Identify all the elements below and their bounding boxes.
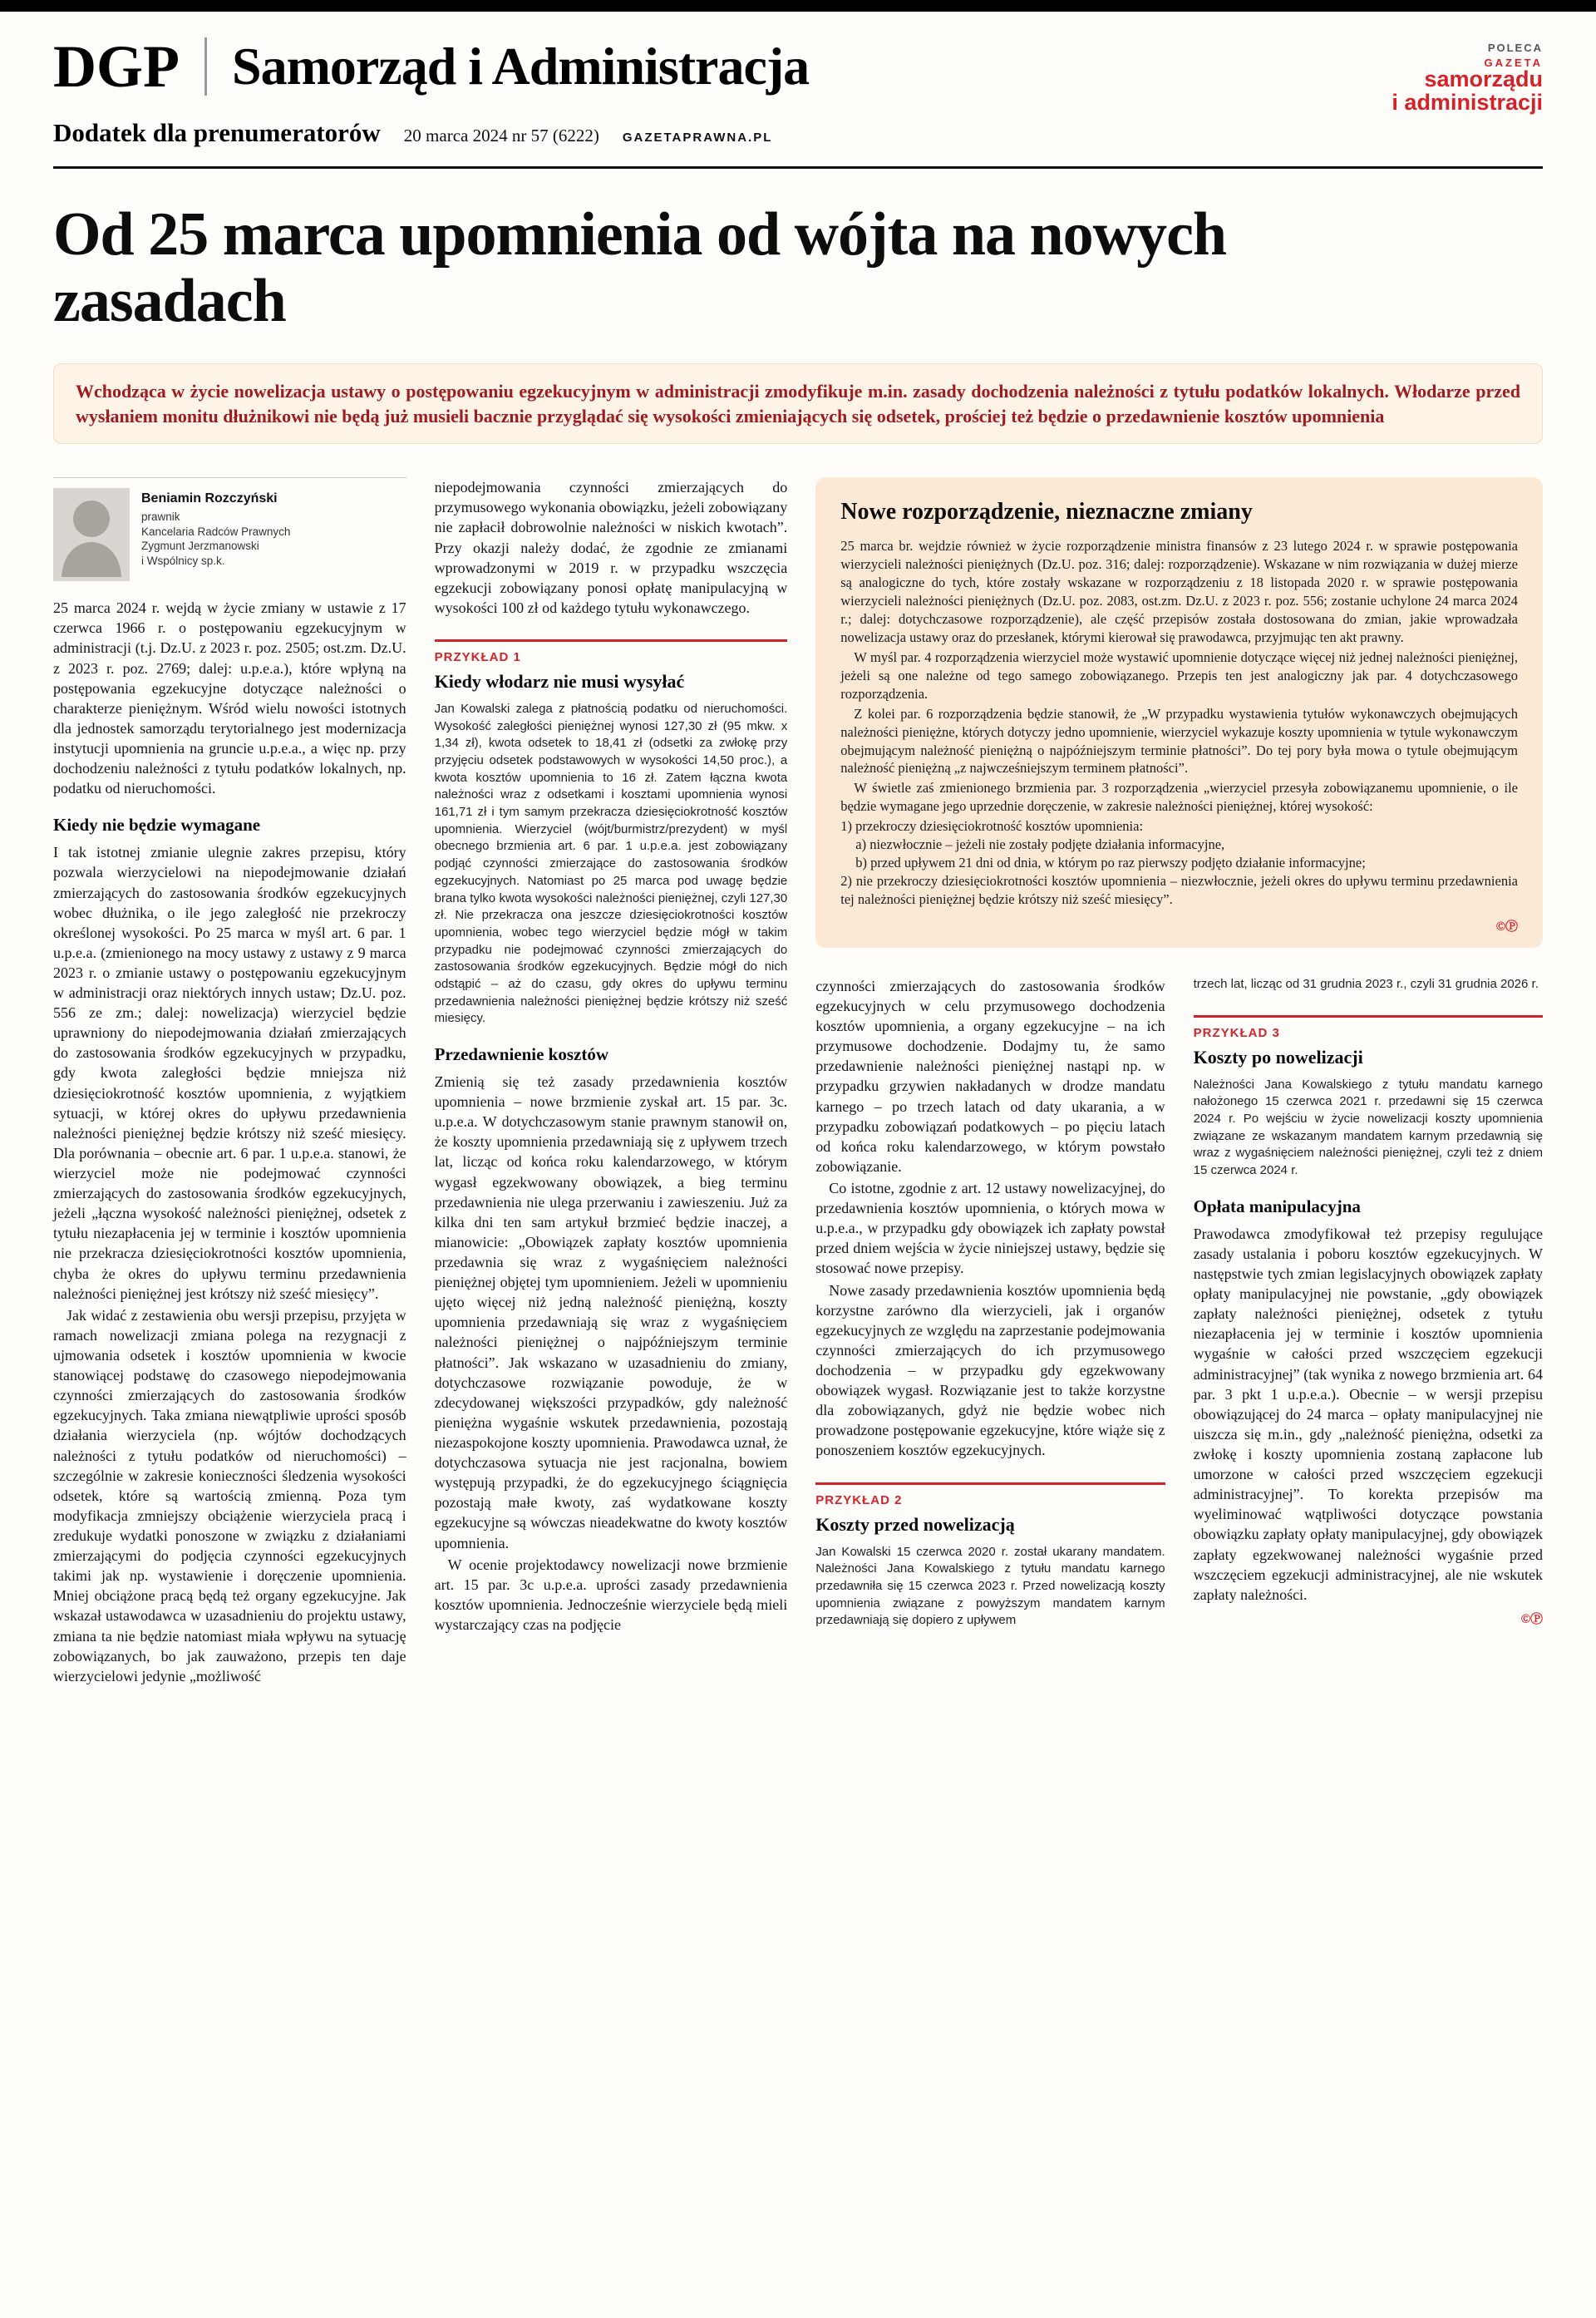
example-2-label: PRZYKŁAD 2	[815, 1492, 903, 1507]
body-paragraph: Co istotne, zgodnie z art. 12 ustawy nowelizacyjnej, do przedawnienia kosztów upomnienia, o których mowa w u.p.e.a., w przypadku gdy obowiązek ich zapłaty powstał przed dniem wejścia w życie niniejszej ustawy, będzie się stosować nowe przepisy.	[815, 1180, 1165, 1277]
author-role: prawnik	[141, 510, 180, 524]
masthead-subrow	[53, 118, 809, 148]
copyright-icon: ©Ⓟ	[1495, 919, 1518, 934]
page-title: Od 25 marca upomnienia od wójta na nowych zasadach	[53, 200, 1227, 335]
body-paragraph: I tak istotnej zmianie ulegnie zakres przepisu, który pozwala wierzycielowi na niepodejmowanie działań zmierzających do zastosowania środków egzekucyjnych wobec dłużnika, o ile jego zaległość nie przekroczy określonej wysokości. Po 25 marca w myśl art. 6 par. 1 u.p.e.a. (zmienionego na mocy ustawy z ustawy z 9 marca 2023 r. o zmianie ustawy o postępowaniu egzekucyjnym w administracji oraz niektórych innych ustaw; Dz.U. poz. 556 ze zm.; dalej: nowelizacja) wierzyciel będzie uprawniony do niepodejmowania działań zmierzających do zastosowania środków egzekucyjnych w przypadku, gdy kwota zaległości będzie mniejsza niż dziesięciokrotność kosztów upomnienia, z wyjątkiem sytuacji, w której okres do upływu przedawnienia należności pieniężnej będzie krótszy niż sześć miesięcy. Dla porównania – obecnie art. 6 par. 1 u.p.e.a. stanowi, że wierzyciel może nie podejmować czynności zmierzających do zastosowania środków egzekucyjnych, jeżeli „łączna wysokość należności pieniężnej, odsetek z tytułu niezapłacenia jej w terminie i kosztów upomnienia nie przekracza dziesięciokrotności kosztów upomnienia, chyba że okres do upływu terminu przedawnienia należności pieniężnej jest krótszy niż sześć miesięcy”.	[53, 844, 406, 1302]
body-paragraph: W ocenie projektodawcy nowelizacji nowe brzmienie art. 15 par. 3c u.p.e.a. uprości zasady przedawnienia kosztów upomnienia. Jednocześnie wierzyciele będą mieli wystarczający czas na podjęcie	[434, 1556, 788, 1633]
list-item: 2) nie przekroczy dziesięciokrotności kosztów upomnienia – niezwłocznie, jeżeli okres do upływu terminu przedawnienia tej należności pieniężnej będzie krótszy niż sześć miesięcy”.	[840, 873, 1518, 907]
author-meta	[141, 488, 290, 568]
list-item: a) niezwłocznie – jeżeli nie zostały podjęte działania informacyjne,	[855, 836, 1225, 853]
example-3	[1194, 1015, 1543, 1180]
body-paragraph: Zmienią się też zasady przedawnienia kosztów upomnienia – nowe brzmienie zyskał art. 15 par. 3c. u.p.e.a. W dotychczasowym stanie prawnym stanowił on, że koszty upomnienia przedawniają się z upływem trzech lat, licząc od końca roku kalendarzowego, w którym wygasł egzekwowany obowiązek, a bieg terminu przedawnienia nie ulega przerwaniu i zawieszeniu. Już za kilka dni ten sam artykuł brzmieć będzie inaczej, a mianowicie: „Obowiązek zapłaty kosztów upomnienia przedawnia się wraz z wygaśnięciem należności pieniężnej objętej tym upomnieniem. Jeżeli w upomnieniu ujęto więcej niż jedną należność pieniężną, koszty upomnienia przedawniają się wraz z wygaśnięciem należności pieniężnej o najpóźniejszym terminie płatności”. Jak wskazano w uzasadnieniu do zmiany, dotychczasowe rozwiązanie powoduje, że w zdecydowanej większości przypadków, gdy należność pieniężna wygaśnie wskutek przedawnienia, pozostają niezaspokojone koszty upomnienia. Prawodawca uznał, że dotychczasowa sytuacja nie jest racjonalna, bowiem występują przypadki, że do egzekucyjnego ściągnięcia pozostają małe kwoty, zaś wydatkowane koszty egzekucyjne są wówczas nieadekwatne do kwoty kosztów upomnienia.	[434, 1073, 788, 1551]
column-1	[53, 477, 406, 1686]
masthead-left	[53, 33, 810, 148]
regulation-info-box	[815, 477, 1543, 948]
column-2	[435, 477, 788, 1686]
dgp-logo: DGP	[53, 33, 180, 100]
example-2-title: Koszty przed nowelizacją	[815, 1513, 1015, 1535]
info-box-paragraph: W świetle zaś zmienionego brzmienia par. 3 rozporządzenia „wierzyciel przesyła zobowiązanemu upomnienie, o ile będzie wymagane jego uprzednie doręczenie, w zakresie należności pieniężnej, której wysokość:	[840, 780, 1518, 815]
masthead-right	[1392, 37, 1543, 114]
body-paragraph: czynności zmierzających do zastosowania środków egzekucyjnych w celu przymusowego dochodzenia kosztów upomnienia, a organy egzekucyjne – na ich przymusowe dochodzenie. Dodajmy tu, że samo przedawnienie należności pieniężnej nastąpi np. w przypadku grzywien nakładanych w drodze mandatu karnego – po trzech latach od daty ukarania, a w przypadku zobowiązań podatkowych – po pięciu latach od końca roku kalendarzowego, w którym powstało zobowiązanie.	[815, 977, 1165, 1175]
example-1-title: Kiedy włodarz nie musi wysyłać	[434, 670, 685, 692]
example-3-title: Koszty po nowelizacji	[1193, 1046, 1363, 1068]
subscriber-note: Dodatek dla prenumeratorów	[53, 118, 381, 147]
example-2-body: Jan Kowalski 15 czerwca 2020 r. został ukarany mandatem. Należności Jana Kowalskiego z tytułu mandatu karnego przedawniła się 15 czerwca 2023 r. Przed nowelizacją koszty upomnienia związane z powyższym mandatem karnym przedawniają się dopiero z upływem	[815, 1544, 1165, 1628]
info-box-paragraph: W myśl par. 4 rozporządzenia wierzyciel może wystawić upomnienie dotyczące więcej niż jednej należności pieniężnej, jeżeli są one należne od tego samego zobowiązanego. Przepis ten jest analogiczny jak par. 4 dotychczasowego rozporządzenia.	[840, 649, 1518, 702]
example-1	[435, 639, 788, 1028]
body-paragraph: 25 marca 2024 r. wejdą w życie zmiany w ustawie z 17 czerwca 1966 r. o postępowaniu egzekucyjnym w administracji (t.j. Dz.U. z 2023 r. poz. 2505; ost.zm. Dz.U. z 2023 r. poz. 2769; dalej: u.p.e.a.), które wpłyną na postępowania egzekucyjne dotyczące należności o charakterze pieniężnym. Wśród wielu nowości istotnych dla jednostek samorządu terytorialnego jest modernizacja instytucji upomnienia na gruncie u.p.e.a., a więc np. przy dochodzeniu należności z tytułu podatków lokalnych, np. podatku od nieruchomości.	[53, 599, 406, 797]
author-name: Beniamin Rozczyński	[141, 491, 278, 506]
right-half	[815, 477, 1543, 1686]
body-paragraph: Prawodawca zmodyfikował też przepisy regulujące zasady ustalania i poboru kosztów egzekucyjnych. W następstwie tych zmian legislacyjnych obowiązek zapłaty opłaty manipulacyjnej nie powstanie, „gdy obowiązek zapłaty należności pieniężnej, odsetek z tytułu niezapłacenia jej w terminie i kosztów upomnienia wygaśnie w całości przed wszczęciem egzekucji administracyjnej” (tak wynika z nowego brzmienia art. 64 par. 3 pkt 1 u.p.e.a.). Obecnie – w wersji przepisu obowiązującej do 24 marca – opłaty manipulacyjnej nie uiszcza się m.in., gdy „należność pieniężna, odsetki za zwłokę i koszty upomnienia zostaną zapłacone lub umorzone w całości przed wszczęciem egzekucji administracyjnej”. To korekta przepisów ma wyeliminować wątpliwości dotyczące powstania obowiązku zapłaty opłaty manipulacyjnej, gdy obowiązek zapłaty egzekwowanej należności wygaśnie przed wszczęciem egzekucji administracyjnej, ale nie wskutek zapłaty należności.	[1193, 1225, 1543, 1603]
lower-columns	[815, 976, 1543, 1630]
author-firm-line2: Zygmunt Jerzmanowski	[141, 540, 259, 553]
author-firm-line3: i Wspólnicy sp.k.	[141, 554, 225, 567]
section-subhead: Kiedy nie będzie wymagane	[53, 815, 261, 836]
poleca-label: POLECA	[1487, 42, 1543, 54]
badge-line1: samorządu	[1424, 67, 1543, 92]
masthead	[53, 0, 1543, 169]
list-item: b) przed upływem 21 dni od dnia, w którym po raz pierwszy podjęto działanie informacyjne;	[855, 855, 1366, 871]
issue-date: 20 marca 2024 nr 57 (6222)	[403, 126, 599, 145]
example-1-label: PRZYKŁAD 1	[434, 649, 521, 664]
author-photo	[53, 488, 130, 581]
example-2	[815, 1482, 1165, 1630]
example-2-continuation: trzech lat, licząc od 31 grudnia 2023 r., czyli 31 grudnia 2026 r.	[1193, 976, 1539, 991]
badge-gazeta-label: GAZETA	[1484, 57, 1543, 69]
person-icon	[53, 488, 130, 581]
copyright-icon: ©Ⓟ	[1520, 1611, 1543, 1626]
badge-line2: i administracji	[1392, 89, 1543, 115]
column-3	[815, 976, 1165, 1630]
section-subhead: Opłata manipulacyjna	[1193, 1196, 1361, 1216]
info-box-title: Nowe rozporządzenie, nieznaczne zmiany	[840, 499, 1253, 525]
site-url: GAZETAPRAWNA.PL	[622, 131, 773, 145]
author-card	[53, 477, 406, 581]
section-subhead: Przedawnienie kosztów	[434, 1044, 609, 1065]
list-item: 1) przekroczy dziesięciokrotność kosztów upomnienia:	[840, 818, 1144, 835]
example-3-body: Należności Jana Kowalskiego z tytułu mandatu karnego nałożonego 15 czerwca 2021 r. przedawni się 15 czerwca 2024 r. Po wejściu w życie nowelizacji koszty upomnienia związane ze wskazanym mandatem karnym przedawnią się wraz z wygaśnięciem należności pieniężnej, czyli też z dniem 15 czerwca 2024 r.	[1193, 1077, 1543, 1178]
logo-divider	[204, 37, 207, 96]
lead-box: Wchodząca w życie nowelizacja ustawy o postępowaniu egzekucyjnym w administracji zmodyfikuje m.in. zasady dochodzenia należności z tytułu podatków lokalnych. Włodarze przed wysłaniem monitu dłużnikowi nie będą już musieli bacznie przyglądać się wysokości zmieniających się odsetek, prościej też będzie o przedawnienie kosztów upomnienia	[53, 363, 1543, 444]
example-1-body: Jan Kowalski zalega z płatnością podatku od nieruchomości. Wysokość zaległości pieniężnej wynosi 127,30 zł (95 mkw. x 1,34 zł), kwota odsetek to 18,41 zł (odsetki za zwłokę przy przyjęciu odsetek podstawowych w wysokości 14,50 proc.), a kwota kosztów upomnienia to 16 zł. Zatem łączna kwota należności wraz z odsetkami i kosztami upomnienia wynosi 161,71 zł i tym samym przekracza dziesięciokrotność kosztów upomnienia. Wierzyciel (wójt/burmistrz/prezydent) w myśl obecnego brzmienia art. 6 par. 1 u.p.e.a. jest zobowiązany podjąć czynności zmierzające do zastosowania środków egzekucyjnych. Natomiast po 25 marca pod uwagę będzie brana tylko kwota wysokości należności pieniężnej, czyli 127,30 zł. Nie przekracza ona jeszcze dziesięciokrotności kosztów upomnienia, wobec tego wierzyciel będzie mógł w takim przypadku nie podejmować czynności zmierzających do zastosowania środków egzekucyjnych. Będzie mógł do nich odstąpić – aż do czasu, gdy okres do upływu terminu przedawnienia należności pieniężnej będzie krótszy niż sześć miesięcy.	[434, 701, 788, 1026]
gazeta-samorzadu-badge	[1392, 57, 1543, 114]
info-box-paragraph: 25 marca br. wejdzie również w życie rozporządzenie ministra finansów z 23 lutego 2024 r. w sprawie postępowania wierzycieli należności pieniężnych (Dz.U. poz. 316; dalej: rozporządzenie). Wskazane w nim rozwiązania w dużej mierze są analogiczne do tych, które zostały wskazane w rozporządzeniu z 18 listopada 2020 r. w sprawie postępowania wierzycieli należności pieniężnych (Dz.U. poz. 2083, ost.zm. Dz.U. z 2023 r. poz. 556; zostanie uchylone 24 marca 2024 r.; dalej: dotychczasowe rozporządzenie), ale część przepisów została dostosowana do zmian, jakie wprowadzała nowelizacja ustawy oraz do przesłanek, którymi kierował się prawodawca, przyjmując ten akt prawny.	[840, 538, 1518, 645]
article-columns	[53, 477, 1543, 1686]
top-black-bar	[0, 0, 1596, 12]
column-4	[1194, 976, 1543, 1630]
author-firm-line1: Kancelaria Radców Prawnych	[141, 525, 291, 538]
info-box-list	[840, 817, 1518, 909]
body-paragraph: niepodejmowania czynności zmierzających do przymusowego wykonania obowiązku, jeżeli zobowiązany nie zapłacił dobrowolnie należności w niskich kwotach”. Przy okazji należy dodać, że zgodnie ze zmianami wprowadzonymi w 2019 r. w przypadku wszczęcia egzekucji zobowiązany ponosi opłatę manipulacyjną w wysokości 100 zł od każdego tytułu wykonawczego.	[434, 479, 788, 616]
example-3-label: PRZYKŁAD 3	[1193, 1025, 1280, 1040]
logo-row	[53, 33, 810, 100]
info-box-paragraph: Z kolei par. 6 rozporządzenia będzie stanowił, że „W przypadku wystawienia tytułów wykonawczych obejmujących należności pieniężne, których dotyczy jedno upomnienie, wierzyciel wykazuje koszty upomnienia w tytule wykonawczym obejmującym należność pieniężną o najpóźniejszym terminie płatności”. Do tej pory była mowa o tytule obejmującym należność pieniężną „z najwcześniejszym terminem płatności”.	[840, 705, 1518, 777]
supplement-title: Samorząd i Administracja	[231, 37, 810, 96]
body-paragraph: Nowe zasady przedawnienia kosztów upomnienia będą korzystne zarówno dla wierzycieli, jak i organów egzekucyjnych ze względu na zaprzestanie podejmowania czynności zmierzających do ich przymusowego dochodzenia – w przypadku gdy egzekwowany obowiązek wygasł. Rozwiązanie jest to także korzystne dla zobowiązanych, gdyż nie będzie wobec nich prowadzone postępowanie egzekucyjne, które wiąże się z ponoszeniem kosztów egzekucyjnych.	[815, 1281, 1165, 1459]
body-paragraph: Jak widać z zestawienia obu wersji przepisu, przyjęta w ramach nowelizacji zmiana polega na rezygnacji z ujmowania odsetek i kosztów upomnienia w kwocie stanowiącej podstawę do czasowego niepodejmowania czynności zmierzających do zastosowania środków egzekucyjnych. Taka zmiana niewątpliwie uprości sposób działania wierzyciela (np. wójtów dochodzących należności z tytułu podatków od nieruchomości) – szczególnie w zakresie konieczności śledzenia wysokości odsetek, które są wartością zmienną. Poza tym modyfikacja zmniejszy obciążenie wierzyciela pracą i zredukuje wydatki ponoszone w związku z działaniami zmierzającymi do podjęcia czynności egzekucyjnych takimi jak np. wystawienie i doręczenie upomnienia. Mniej obciążone pracą będą też organy egzekucyjne. Jak wskazał ustawodawca w uzasadnieniu do projektu ustawy, zmiana ta nie będzie natomiast miała wpływu na sytuację zobowiązanych, bo jak zauważono, przepis ten daje wierzycielowi jedynie „możliwość	[53, 1306, 406, 1684]
